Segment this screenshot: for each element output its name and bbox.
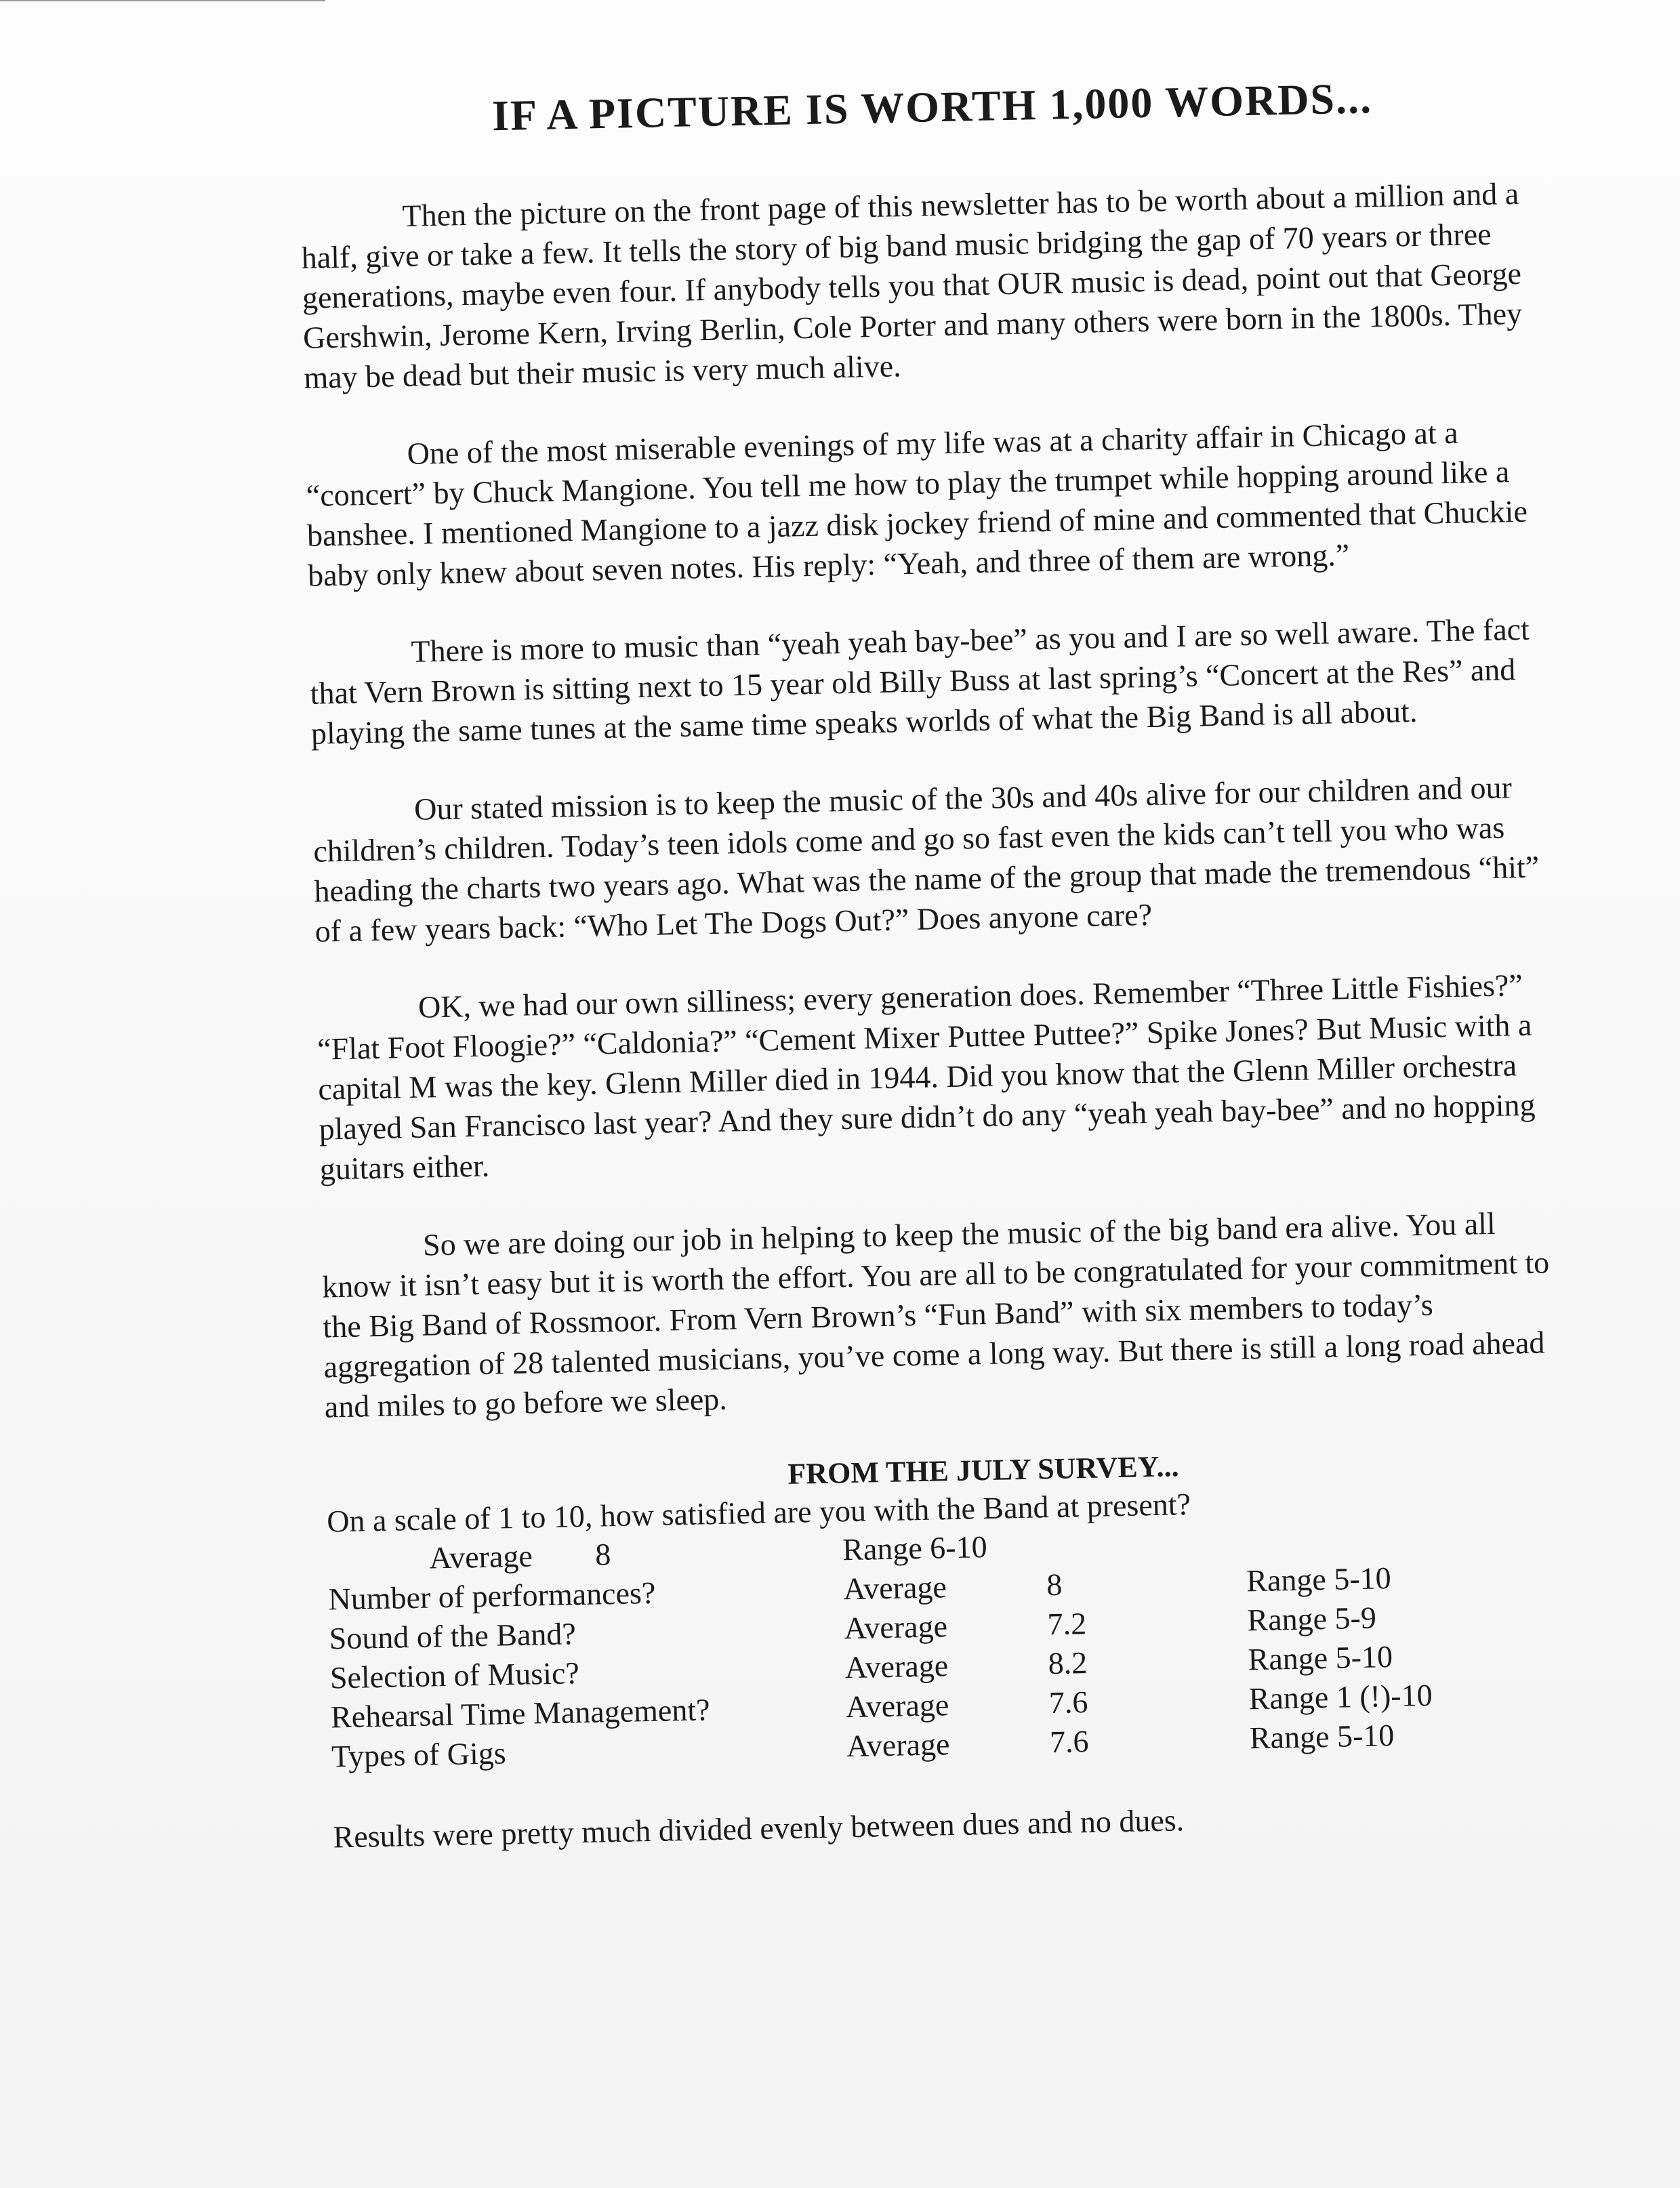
article-title: IF A PICTURE IS WORTH 1,000 WORDS... [491, 74, 1373, 140]
article-body [298, 70, 1574, 1887]
survey-row-value: 8 [1046, 1567, 1063, 1603]
survey-row-average-label: Average [845, 1687, 949, 1725]
overall-average-value: 8 [594, 1537, 611, 1572]
paragraph-4: Our stated mission is to keep the music of the 30s and 40s alive for our children and our children’s children. Today’s teen idols come and go so fast even the kids can’t tell you who was heading the charts two years ago. What was the name of the group that made the tremendous “hit” of a few years back: “Who Let The Dogs Out?” Does anyone care? [312, 770, 1540, 949]
survey-row-question: Sound of the Band? [329, 1616, 577, 1656]
survey-results: Results were pretty much divided evenly between dues and no dues. [333, 1802, 1185, 1855]
survey-row-average-label: Average [846, 1727, 950, 1764]
survey-row-range: Range 5-10 [1248, 1639, 1393, 1677]
survey-row-value: 7.6 [1048, 1685, 1088, 1720]
survey-row-range: Range 5-9 [1246, 1600, 1377, 1638]
survey-row-value: 7.2 [1047, 1606, 1087, 1642]
paragraph-5: OK, we had our own silliness; every generation does. Remember “Three Little Fishies?” “Flat Foot Floogie?” “Caldonia?” “Cement Mixer Puttee Puttee?” Spike Jones? But Music with a capital M was the key. Glenn Miller died in 1944. Did you know that the Glenn Miller orchestra played San Francisco last year? And they sure didn’t do any “yeah yeah bay-bee” and no hopping guitars either. [316, 968, 1536, 1186]
paragraph-1: Then the picture on the front page of this newsletter has to be worth about a million and a half, give or take a few. It tells the story of big band music bridging the gap of 70 years or three generations, maybe even four. If anybody tells you that OUR music is dead, point out that George Gershwin, Jerome Kern, Irving Berlin, Cole Porter and many others were born in the 1800s. They may be dead but their music is very much alive. [301, 176, 1523, 395]
survey-row-range: Range 1 (!)-10 [1248, 1677, 1433, 1716]
paragraph-2: One of the most miserable evenings of my life was at a charity affair in Chicago at a “concert” by Chuck Mangione. You tell me how to play the trumpet while hopping around like a banshee. I mentioned Mangione to a jazz disk jockey friend of mine and commented that Chuckie baby only knew about seven notes. His reply: “Yeah, and three of them are wrong.” [306, 415, 1528, 593]
survey-table [327, 1516, 1572, 1777]
paragraph-6: So we are doing our job in helping to keep the music of the big band era alive. You all know it isn’t easy but it is worth the effort. You are all to be congratulated for your commitment to the Big Band of Rossmoor. From Vern Brown’s “Fun Band” with six members to today’s aggregation of 28 talented musicians, you’ve come a long way. But there is still a long road ahead and miles to go before we sleep. [321, 1205, 1550, 1424]
survey-row-value: 7.6 [1049, 1724, 1090, 1760]
survey-row-question: Selection of Music? [329, 1655, 580, 1695]
survey-row-question: Number of performances? [328, 1575, 656, 1617]
survey-heading: FROM THE JULY SURVEY... [787, 1449, 1179, 1491]
paragraph-3: There is more to music than “yeah yeah bay-bee” as you and I are so well aware. The fact that Vern Brown is sitting next to 15 year old Billy Buss at last spring’s “Concert at the Res” and playing the same tunes at the same time speaks worlds of what the Big Band is all about. [310, 611, 1530, 751]
survey-row-range: Range 5-10 [1249, 1718, 1395, 1756]
survey-row-question: Rehearsal Time Management? [330, 1692, 710, 1735]
survey-row-value: 8.2 [1048, 1645, 1088, 1681]
survey-row-average-label: Average [844, 1648, 949, 1685]
overall-average-label: Average [428, 1538, 533, 1575]
page-edge-line [0, 0, 325, 1]
survey-row-range: Range 5-10 [1246, 1561, 1392, 1598]
survey-row-average-label: Average [844, 1609, 948, 1646]
survey-row-question: Types of Gigs [331, 1735, 507, 1774]
survey-row-average-label: Average [842, 1569, 947, 1607]
overall-range: Range 6-10 [842, 1529, 988, 1567]
survey-question: On a scale of 1 to 10, how satisfied are you with the Band at present? [326, 1486, 1191, 1539]
